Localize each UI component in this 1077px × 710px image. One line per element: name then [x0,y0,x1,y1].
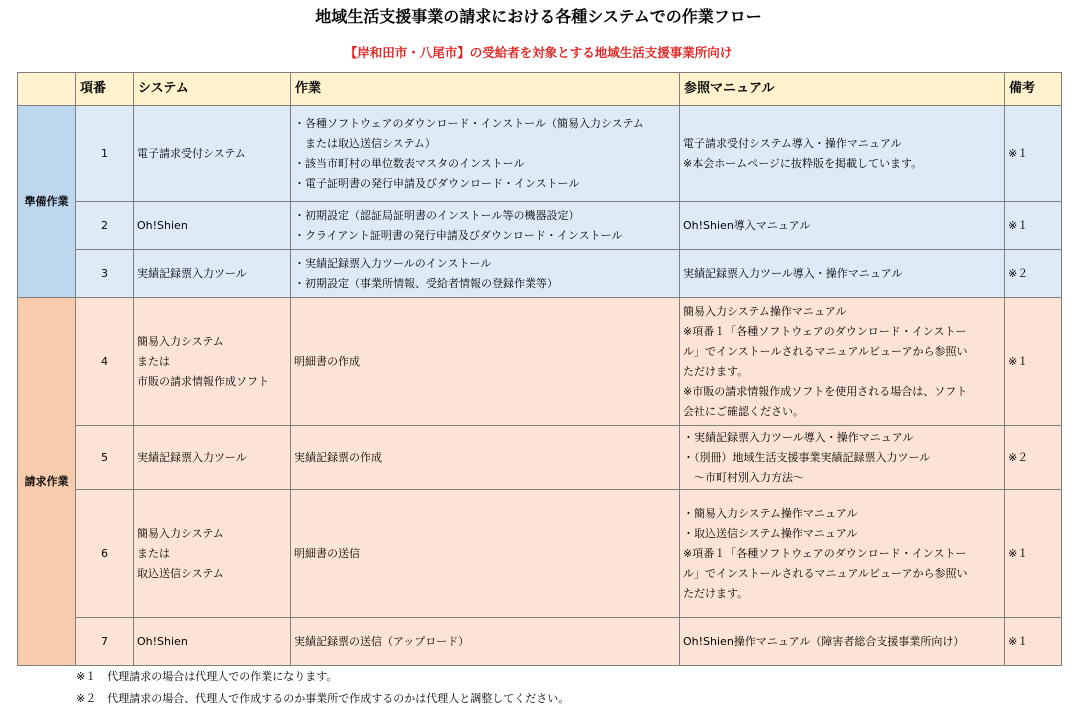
row-manual: ・簡易入力システム操作マニュアル ・取込送信システム操作マニュアル ※項番１「各種ソフトウェアのダウンロード・インストー ル」でインストールされるマニュアルビューアから参照い ただけます。 [680,490,1005,618]
row-manual: 実績記録票入力ツール導入・操作マニュアル [680,250,1005,298]
footnotes [76,666,569,710]
table-row [18,426,1062,490]
row-manual: Oh!Shien操作マニュアル（障害者総合支援事業所向け） [680,618,1005,666]
row-manual: 簡易入力システム操作マニュアル ※項番１「各種ソフトウェアのダウンロード・インストー ル」でインストールされるマニュアルビューアから参照い ただけます。 ※市販の請求情報作成ソフトを使用される場合は、ソフト 会社にご確認ください。 [680,298,1005,426]
row-task: ・実績記録票入力ツールのインストール ・初期設定（事業所情報、受給者情報の登録作業等） [291,250,680,298]
row-remarks: ※２ [1005,426,1062,490]
row-system: Oh!Shien [134,618,291,666]
row-remarks: ※１ [1005,618,1062,666]
row-task: 明細書の送信 [291,490,680,618]
footnote: ※１ 代理請求の場合は代理人での作業になります。 [76,670,338,683]
header-manual: 参照マニュアル [680,73,1005,106]
row-task: ・初期設定（認証局証明書のインストール等の機器設定） ・クライアント証明書の発行申請及びダウンロード・インストール [291,202,680,250]
row-system: Oh!Shien [134,202,291,250]
row-remarks: ※１ [1005,202,1062,250]
row-remarks: ※１ [1005,490,1062,618]
row-system: 電子請求受付システム [134,106,291,202]
row-number: 1 [76,106,134,202]
page-subtitle: 【岸和田市・八尾市】の受給者を対象とする地域生活支援事業所向け [344,45,733,60]
table-row [18,618,1062,666]
header-number: 項番 [76,73,134,106]
footnote: ※２ 代理請求の場合、代理人で作成するのか事業所で作成するのかは代理人と調整してください。 [76,692,570,705]
table-row [18,250,1062,298]
category-billing: 請求作業 [18,298,76,666]
table-row [18,106,1062,202]
table-row [18,298,1062,426]
row-number: 7 [76,618,134,666]
row-system: 実績記録票入力ツール [134,250,291,298]
table-row [18,490,1062,618]
row-system: 実績記録票入力ツール [134,426,291,490]
header-remarks: 備考 [1005,73,1062,106]
row-system: 簡易入力システム または 取込送信システム [134,490,291,618]
row-manual: 電子請求受付システム導入・操作マニュアル ※本会ホームページに抜粋版を掲載しています。 [680,106,1005,202]
row-task: 実績記録票の送信（アップロード） [291,618,680,666]
row-number: 2 [76,202,134,250]
table-header-row [18,73,1062,106]
workflow-table [17,72,1062,666]
row-manual: ・実績記録票入力ツール導入・操作マニュアル ・（別冊）地域生活支援事業実績記録票入力ツール ～市町村別入力方法～ [680,426,1005,490]
row-number: 4 [76,298,134,426]
row-number: 3 [76,250,134,298]
row-remarks: ※１ [1005,298,1062,426]
row-system: 簡易入力システム または 市販の請求情報作成ソフト [134,298,291,426]
header-system: システム [134,73,291,106]
row-number: 6 [76,490,134,618]
row-remarks: ※２ [1005,250,1062,298]
row-task: 実績記録票の作成 [291,426,680,490]
row-task: ・各種ソフトウェアのダウンロード・インストール（簡易入力システム または取込送信システム） ・該当市町村の単位数表マスタのインストール ・電子証明書の発行申請及びダウンロード・インストール [291,106,680,202]
row-number: 5 [76,426,134,490]
header-task: 作業 [291,73,680,106]
row-task: 明細書の作成 [291,298,680,426]
header-category [18,73,76,106]
row-remarks: ※１ [1005,106,1062,202]
row-manual: Oh!Shien導入マニュアル [680,202,1005,250]
table-row [18,202,1062,250]
page-title: 地域生活支援事業の請求における各種システムでの作業フロー [315,7,762,26]
category-prep: 準備作業 [18,106,76,298]
